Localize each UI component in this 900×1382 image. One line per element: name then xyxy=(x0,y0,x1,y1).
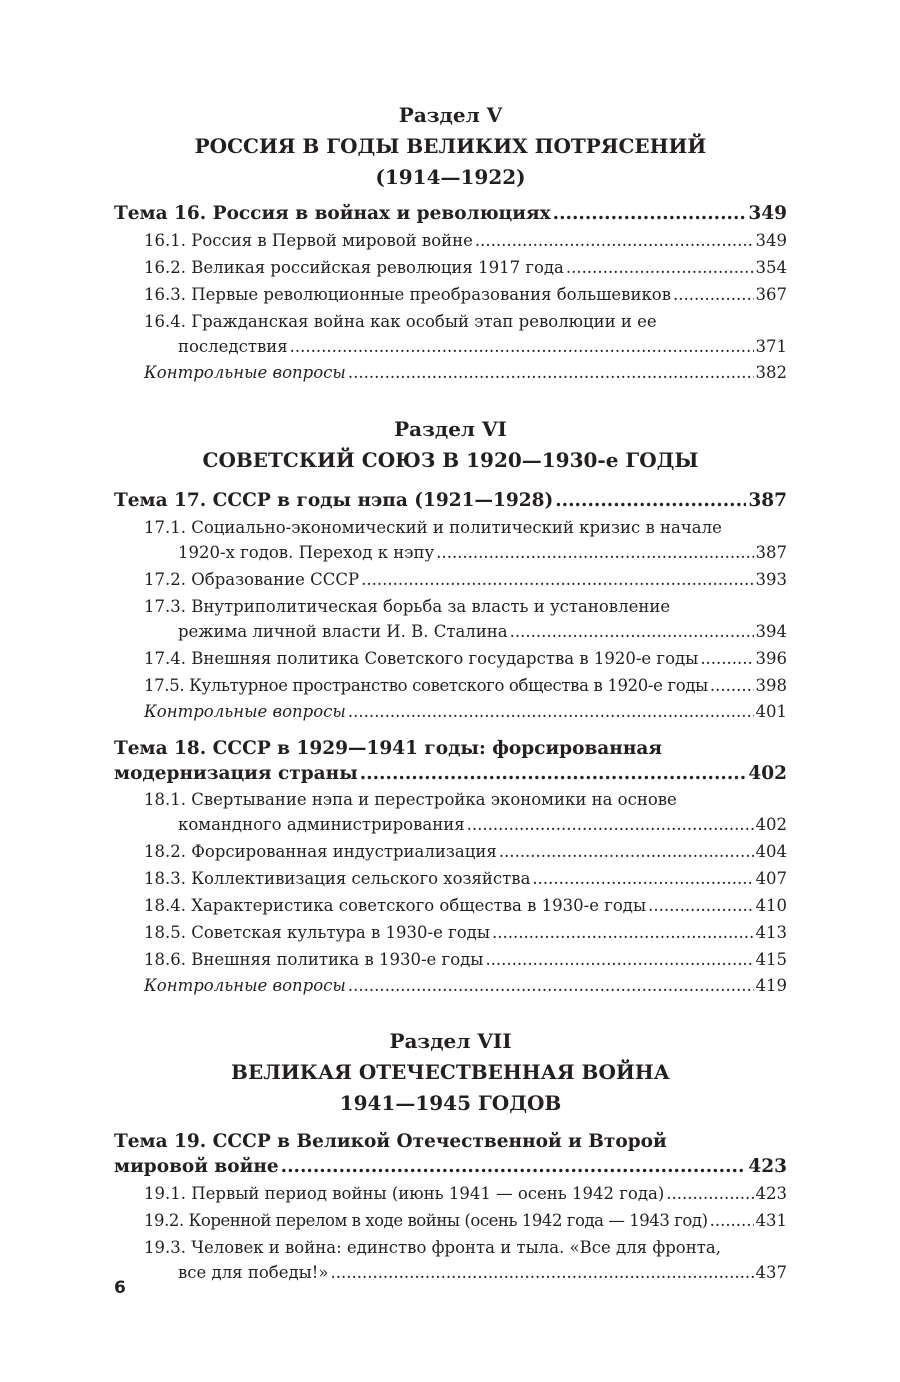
entry-title: 19.2. Коренной перелом в ходе войны (осень 1942 года — 1943 год) xyxy=(144,1211,708,1230)
toc-entry[interactable] xyxy=(114,567,787,592)
topic-title-cont: мировой войне xyxy=(114,1156,279,1177)
page-ref: 402 xyxy=(748,763,787,784)
section-title: (1914—1922) xyxy=(375,165,526,189)
entry-title: 18.1. Свертывание нэпа и перестройка экономики на основе xyxy=(144,790,677,809)
entry-title: 16.1. Россия в Первой мировой войне xyxy=(144,231,473,250)
page-ref: 415 xyxy=(755,950,787,969)
topic-title: Тема 16. Россия в войнах и революциях xyxy=(114,203,551,224)
section xyxy=(114,100,787,193)
page-ref: 431 xyxy=(755,1211,787,1230)
page-ref: 413 xyxy=(755,923,787,942)
toc-entry[interactable] xyxy=(114,594,787,644)
section-title: 1941—1945 ГОДОВ xyxy=(339,1091,562,1115)
page-ref: 401 xyxy=(755,702,787,721)
section-heading xyxy=(114,414,787,476)
entry-title: 17.3. Внутриполитическая борьба за власть и установление xyxy=(144,597,671,616)
toc-entry[interactable] xyxy=(114,973,787,998)
section-label: Раздел V xyxy=(398,103,503,127)
section-label: Раздел VI xyxy=(394,417,507,441)
topic-heading[interactable] xyxy=(114,488,787,513)
section-title: СОВЕТСКИЙ СОЮЗ В 1920—1930-е ГОДЫ xyxy=(202,448,699,472)
entry-title-cont: режима личной власти И. В. Сталина xyxy=(178,622,508,641)
toc-entry[interactable] xyxy=(114,1181,787,1206)
entry-title: 18.2. Форсированная индустриализация xyxy=(144,842,497,861)
entry-title: 17.1. Социально-экономический и политический кризис в начале xyxy=(144,518,722,537)
entry-title: 17.5. Культурное пространство советского общества в 1920-е годы xyxy=(144,676,708,695)
section-label: Раздел VII xyxy=(389,1029,512,1053)
page-ref: 387 xyxy=(748,490,787,511)
section-heading xyxy=(114,100,787,193)
toc-entry[interactable] xyxy=(114,228,787,253)
toc-entry[interactable] xyxy=(114,309,787,359)
toc-entry[interactable] xyxy=(114,920,787,945)
page-ref: 407 xyxy=(755,869,787,888)
page-ref: 371 xyxy=(755,337,787,356)
section xyxy=(114,414,787,476)
entry-title: 18.5. Советская культура в 1930-е годы xyxy=(144,923,490,942)
toc-entry[interactable] xyxy=(114,255,787,280)
entry-title: 16.2. Великая российская революция 1917 года xyxy=(144,258,564,277)
entry-title: 17.4. Внешняя политика Советского государства в 1920-е годы xyxy=(144,649,699,668)
toc-entry[interactable] xyxy=(114,1235,787,1285)
page-ref: 437 xyxy=(755,1263,787,1282)
table-of-contents xyxy=(114,100,787,1285)
topic-heading[interactable] xyxy=(114,201,787,226)
page-ref: 367 xyxy=(755,285,787,304)
page-ref: 398 xyxy=(755,676,787,695)
topic-heading[interactable] xyxy=(114,736,787,786)
toc-entry[interactable] xyxy=(114,673,787,698)
entry-title: 18.4. Характеристика советского общества в 1930-е годы xyxy=(144,896,647,915)
page-ref: 404 xyxy=(755,842,787,861)
toc-entry[interactable] xyxy=(114,866,787,891)
page-ref: 349 xyxy=(755,231,787,250)
entry-title: 19.3. Человек и война: единство фронта и тыла. «Все для фронта, xyxy=(144,1238,721,1257)
page-ref: 387 xyxy=(755,543,787,562)
entry-title: 18.6. Внешняя политика в 1930-е годы xyxy=(144,950,484,969)
entry-title: 18.3. Коллективизация сельского хозяйства xyxy=(144,869,531,888)
entry-title-cont: 1920-х годов. Переход к нэпу xyxy=(178,543,435,562)
toc-entry[interactable] xyxy=(114,699,787,724)
page-ref: 382 xyxy=(755,363,787,382)
topic-title: Тема 19. СССР в Великой Отечественной и Второй xyxy=(114,1131,667,1152)
section-title: ВЕЛИКАЯ ОТЕЧЕСТВЕННАЯ ВОЙНА xyxy=(231,1060,670,1084)
page-ref: 410 xyxy=(755,896,787,915)
topic-title: Тема 18. СССР в 1929—1941 годы: форсированная xyxy=(114,738,663,759)
toc-entry[interactable] xyxy=(114,787,787,837)
section-heading xyxy=(114,1026,787,1119)
topic-heading[interactable] xyxy=(114,1129,787,1179)
page-ref: 423 xyxy=(755,1184,787,1203)
entry-title: 17.2. Образование СССР xyxy=(144,570,360,589)
entry-title: 16.4. Гражданская война как особый этап революции и ее xyxy=(144,312,657,331)
page-ref: 396 xyxy=(755,649,787,668)
topic-title: Тема 17. СССР в годы нэпа (1921—1928) xyxy=(114,490,554,511)
topic-title-cont: модернизация страны xyxy=(114,763,358,784)
section-title: РОССИЯ В ГОДЫ ВЕЛИКИХ ПОТРЯСЕНИЙ xyxy=(194,134,707,158)
page-ref: 354 xyxy=(755,258,787,277)
page-ref: 349 xyxy=(748,203,787,224)
toc-entry[interactable] xyxy=(114,515,787,565)
entry-title: 16.3. Первые революционные преобразования большевиков xyxy=(144,285,672,304)
review-questions: Контрольные вопросы xyxy=(144,976,346,995)
page-number: 6 xyxy=(114,1278,126,1298)
page-ref: 393 xyxy=(755,570,787,589)
page-ref: 419 xyxy=(755,976,787,995)
entry-title: 19.1. Первый период войны (июнь 1941 — осень 1942 года) xyxy=(144,1184,665,1203)
toc-entry[interactable] xyxy=(114,893,787,918)
toc-entry[interactable] xyxy=(114,360,787,385)
toc-entry[interactable] xyxy=(114,646,787,671)
page-ref: 402 xyxy=(755,815,787,834)
page-ref: 423 xyxy=(748,1156,787,1177)
toc-entry[interactable] xyxy=(114,839,787,864)
toc-entry[interactable] xyxy=(114,282,787,307)
entry-title-cont: командного администрирования xyxy=(178,815,465,834)
entry-title-cont: последствия xyxy=(178,337,288,356)
entry-title-cont: все для победы!» xyxy=(178,1263,329,1282)
toc-entry[interactable] xyxy=(114,1208,787,1233)
page-ref: 394 xyxy=(755,622,787,641)
review-questions: Контрольные вопросы xyxy=(144,363,346,382)
section xyxy=(114,1026,787,1119)
toc-entry[interactable] xyxy=(114,947,787,972)
review-questions: Контрольные вопросы xyxy=(144,702,346,721)
